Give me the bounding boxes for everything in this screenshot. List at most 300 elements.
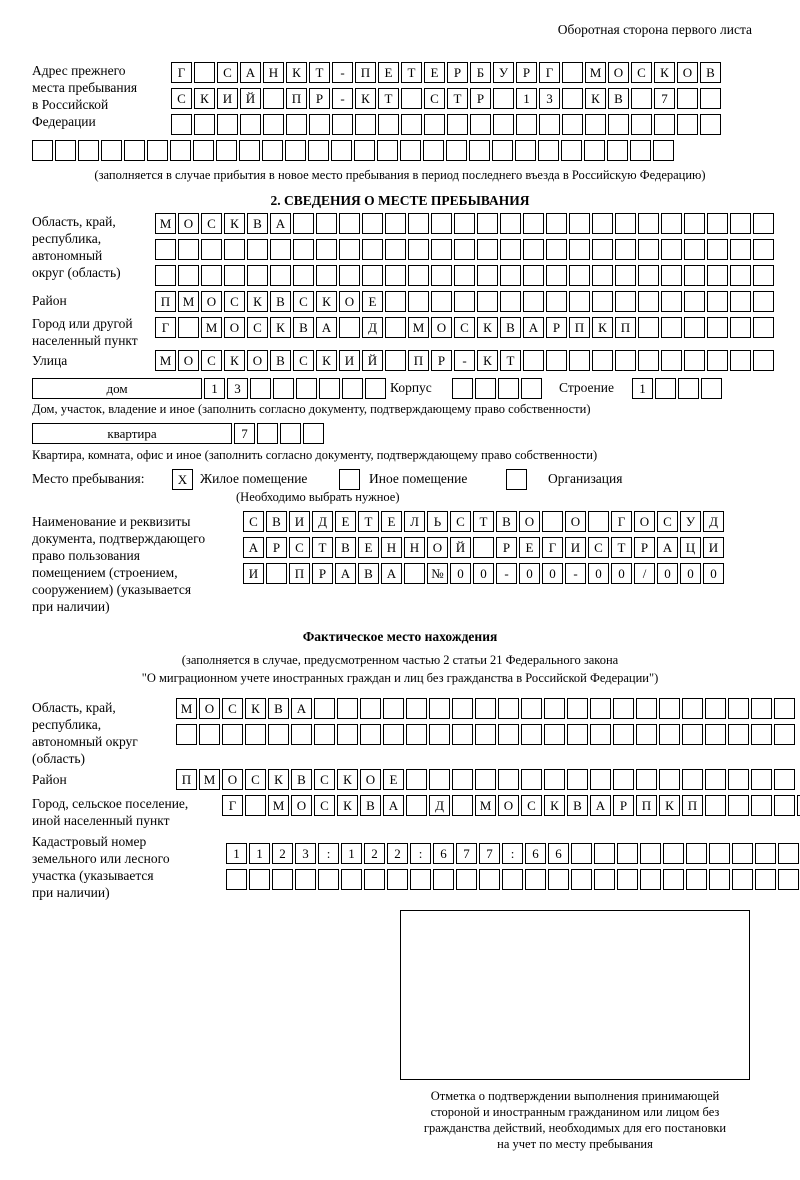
cadastral-r1-cell-9[interactable]: : bbox=[410, 843, 431, 864]
prev-address-r2-cell-17[interactable]: 3 bbox=[539, 88, 560, 109]
city-row[interactable] bbox=[155, 317, 776, 338]
prev-address-r2-cell-15[interactable] bbox=[493, 88, 514, 109]
street-cell-18[interactable] bbox=[546, 350, 567, 371]
cadastral-r2-cell-15[interactable] bbox=[548, 869, 569, 890]
actual-region-r2-cell-1[interactable] bbox=[176, 724, 197, 745]
region-r3-cell-16[interactable] bbox=[500, 265, 521, 286]
actual-region-r2-cell-10[interactable] bbox=[383, 724, 404, 745]
region-r2-cell-23[interactable] bbox=[661, 239, 682, 260]
city-cell-13[interactable]: О bbox=[431, 317, 452, 338]
prev-address-r1-cell-12[interactable]: Е bbox=[424, 62, 445, 83]
actual-region-r1-cell-14[interactable] bbox=[475, 698, 496, 719]
region-r3-cell-3[interactable] bbox=[201, 265, 222, 286]
street-cell-16[interactable]: Т bbox=[500, 350, 521, 371]
actual-district-cell-27[interactable] bbox=[774, 769, 795, 790]
actual-region-r2-cell-12[interactable] bbox=[429, 724, 450, 745]
actual-city-cell-19[interactable]: П bbox=[636, 795, 657, 816]
house-cell-6[interactable] bbox=[319, 378, 340, 399]
region-r2-cell-22[interactable] bbox=[638, 239, 659, 260]
prev-address-r4-cell-22[interactable] bbox=[515, 140, 536, 161]
cadastral-r1-cell-6[interactable]: 1 bbox=[341, 843, 362, 864]
document-r1-cell-9[interactable]: Ь bbox=[427, 511, 448, 532]
city-cell-22[interactable] bbox=[638, 317, 659, 338]
street-cell-14[interactable]: - bbox=[454, 350, 475, 371]
region-r1-cell-10[interactable] bbox=[362, 213, 383, 234]
prev-address-r3-cell-3[interactable] bbox=[217, 114, 238, 135]
district-cell-21[interactable] bbox=[615, 291, 636, 312]
prev-address-r4-cell-5[interactable] bbox=[124, 140, 145, 161]
region-r1-cell-14[interactable] bbox=[454, 213, 475, 234]
district-cell-15[interactable] bbox=[477, 291, 498, 312]
cadastral-r2-cell-17[interactable] bbox=[594, 869, 615, 890]
prev-address-r2-cell-16[interactable]: 1 bbox=[516, 88, 537, 109]
region-r1-cell-12[interactable] bbox=[408, 213, 429, 234]
cadastral-r2-cell-11[interactable] bbox=[456, 869, 477, 890]
actual-region-r1-cell-10[interactable] bbox=[383, 698, 404, 719]
prev-address-r4-cell-15[interactable] bbox=[354, 140, 375, 161]
street-cell-13[interactable]: Р bbox=[431, 350, 452, 371]
house-number-row[interactable] bbox=[204, 378, 388, 399]
document-r3-cell-16[interactable]: 0 bbox=[588, 563, 609, 584]
actual-district-cell-10[interactable]: Е bbox=[383, 769, 404, 790]
region-r2-cell-11[interactable] bbox=[385, 239, 406, 260]
district-cell-20[interactable] bbox=[592, 291, 613, 312]
prev-address-r1-cell-13[interactable]: Р bbox=[447, 62, 468, 83]
actual-region-r2-cell-7[interactable] bbox=[314, 724, 335, 745]
cadastral-r1-cell-5[interactable]: : bbox=[318, 843, 339, 864]
actual-city-cell-3[interactable]: М bbox=[268, 795, 289, 816]
prev-address-r3-cell-10[interactable] bbox=[378, 114, 399, 135]
cadastral-r2-cell-4[interactable] bbox=[295, 869, 316, 890]
street-cell-22[interactable] bbox=[638, 350, 659, 371]
document-r2-cell-13[interactable]: Е bbox=[519, 537, 540, 558]
cadastral-r1-cell-12[interactable]: 7 bbox=[479, 843, 500, 864]
region-r1-cell-8[interactable] bbox=[316, 213, 337, 234]
document-r3-cell-2[interactable] bbox=[266, 563, 287, 584]
region-r2-cell-18[interactable] bbox=[546, 239, 567, 260]
prev-address-r3-cell-2[interactable] bbox=[194, 114, 215, 135]
prev-address-r1-cell-11[interactable]: Т bbox=[401, 62, 422, 83]
actual-city-cell-20[interactable]: К bbox=[659, 795, 680, 816]
prev-address-r2-cell-24[interactable] bbox=[700, 88, 721, 109]
region-r3-cell-22[interactable] bbox=[638, 265, 659, 286]
prev-address-r1-cell-6[interactable]: К bbox=[286, 62, 307, 83]
cadastral-r2-cell-9[interactable] bbox=[410, 869, 431, 890]
region-r2-cell-16[interactable] bbox=[500, 239, 521, 260]
prev-address-r4-cell-3[interactable] bbox=[78, 140, 99, 161]
korpus-cell-2[interactable] bbox=[475, 378, 496, 399]
house-cell-8[interactable] bbox=[365, 378, 386, 399]
district-cell-2[interactable]: М bbox=[178, 291, 199, 312]
prev-address-r3-cell-22[interactable] bbox=[654, 114, 675, 135]
street-cell-10[interactable]: Й bbox=[362, 350, 383, 371]
region-r1-cell-4[interactable]: К bbox=[224, 213, 245, 234]
city-cell-1[interactable]: Г bbox=[155, 317, 176, 338]
actual-region-r2-cell-25[interactable] bbox=[728, 724, 749, 745]
document-r1-cell-1[interactable]: С bbox=[243, 511, 264, 532]
street-cell-6[interactable]: В bbox=[270, 350, 291, 371]
actual-district-cell-11[interactable] bbox=[406, 769, 427, 790]
city-cell-21[interactable]: П bbox=[615, 317, 636, 338]
district-cell-23[interactable] bbox=[661, 291, 682, 312]
prev-address-r3-cell-9[interactable] bbox=[355, 114, 376, 135]
region-r2-cell-24[interactable] bbox=[684, 239, 705, 260]
region-r2-cell-27[interactable] bbox=[753, 239, 774, 260]
cadastral-r1-cell-15[interactable]: 6 bbox=[548, 843, 569, 864]
actual-region-r2-cell-13[interactable] bbox=[452, 724, 473, 745]
document-r1-cell-16[interactable] bbox=[588, 511, 609, 532]
district-cell-14[interactable] bbox=[454, 291, 475, 312]
district-cell-26[interactable] bbox=[730, 291, 751, 312]
actual-city-cell-14[interactable]: С bbox=[521, 795, 542, 816]
region-r1-cell-15[interactable] bbox=[477, 213, 498, 234]
region-r1-cell-3[interactable]: С bbox=[201, 213, 222, 234]
document-r1-cell-6[interactable]: Т bbox=[358, 511, 379, 532]
prev-address-r1-cell-20[interactable]: О bbox=[608, 62, 629, 83]
document-r3-cell-12[interactable]: - bbox=[496, 563, 517, 584]
prev-address-r3-cell-24[interactable] bbox=[700, 114, 721, 135]
prev-address-r4-cell-6[interactable] bbox=[147, 140, 168, 161]
district-cell-22[interactable] bbox=[638, 291, 659, 312]
prev-address-r1-cell-3[interactable]: С bbox=[217, 62, 238, 83]
cadastral-r1-cell-1[interactable]: 1 bbox=[226, 843, 247, 864]
cadastral-r1-cell-13[interactable]: : bbox=[502, 843, 523, 864]
city-cell-15[interactable]: К bbox=[477, 317, 498, 338]
city-cell-20[interactable]: К bbox=[592, 317, 613, 338]
prev-address-row-2[interactable] bbox=[171, 88, 723, 109]
region-r2-cell-26[interactable] bbox=[730, 239, 751, 260]
document-r3-cell-3[interactable]: П bbox=[289, 563, 310, 584]
actual-region-r2-cell-27[interactable] bbox=[774, 724, 795, 745]
prev-address-r1-cell-17[interactable]: Г bbox=[539, 62, 560, 83]
document-r2-cell-3[interactable]: С bbox=[289, 537, 310, 558]
region-r2-cell-19[interactable] bbox=[569, 239, 590, 260]
actual-region-r1-cell-18[interactable] bbox=[567, 698, 588, 719]
prev-address-r2-cell-1[interactable]: С bbox=[171, 88, 192, 109]
cadastral-r1-cell-14[interactable]: 6 bbox=[525, 843, 546, 864]
region-r1-cell-24[interactable] bbox=[684, 213, 705, 234]
prev-address-r3-cell-8[interactable] bbox=[332, 114, 353, 135]
region-r3-cell-8[interactable] bbox=[316, 265, 337, 286]
district-cell-11[interactable] bbox=[385, 291, 406, 312]
prev-address-r1-cell-9[interactable]: П bbox=[355, 62, 376, 83]
actual-district-cell-6[interactable]: В bbox=[291, 769, 312, 790]
actual-district-cell-15[interactable] bbox=[498, 769, 519, 790]
korpus-cell-4[interactable] bbox=[521, 378, 542, 399]
street-cell-24[interactable] bbox=[684, 350, 705, 371]
actual-district-cell-9[interactable]: О bbox=[360, 769, 381, 790]
actual-region-r1-cell-23[interactable] bbox=[682, 698, 703, 719]
actual-district-cell-26[interactable] bbox=[751, 769, 772, 790]
actual-city-row[interactable] bbox=[222, 795, 800, 816]
prev-address-r4-cell-28[interactable] bbox=[653, 140, 674, 161]
city-cell-19[interactable]: П bbox=[569, 317, 590, 338]
korpus-row[interactable] bbox=[452, 378, 544, 399]
stroenie-cell-1[interactable]: 1 bbox=[632, 378, 653, 399]
prev-address-r3-cell-12[interactable] bbox=[424, 114, 445, 135]
actual-region-r2-cell-14[interactable] bbox=[475, 724, 496, 745]
prev-address-r4-cell-10[interactable] bbox=[239, 140, 260, 161]
street-cell-8[interactable]: К bbox=[316, 350, 337, 371]
street-cell-17[interactable] bbox=[523, 350, 544, 371]
actual-city-cell-13[interactable]: О bbox=[498, 795, 519, 816]
house-cell-2[interactable]: 3 bbox=[227, 378, 248, 399]
actual-city-cell-23[interactable] bbox=[728, 795, 749, 816]
district-cell-8[interactable]: К bbox=[316, 291, 337, 312]
prev-address-r4-cell-18[interactable] bbox=[423, 140, 444, 161]
region-r3-cell-2[interactable] bbox=[178, 265, 199, 286]
cadastral-r2-cell-3[interactable] bbox=[272, 869, 293, 890]
document-r1-cell-20[interactable]: У bbox=[680, 511, 701, 532]
actual-district-cell-8[interactable]: К bbox=[337, 769, 358, 790]
document-r2-cell-12[interactable]: Р bbox=[496, 537, 517, 558]
actual-district-cell-16[interactable] bbox=[521, 769, 542, 790]
district-cell-3[interactable]: О bbox=[201, 291, 222, 312]
region-r3-cell-1[interactable] bbox=[155, 265, 176, 286]
city-cell-12[interactable]: М bbox=[408, 317, 429, 338]
prev-address-r2-cell-20[interactable]: В bbox=[608, 88, 629, 109]
actual-district-cell-19[interactable] bbox=[590, 769, 611, 790]
actual-district-cell-17[interactable] bbox=[544, 769, 565, 790]
document-r1-cell-21[interactable]: Д bbox=[703, 511, 724, 532]
prev-address-r1-cell-21[interactable]: С bbox=[631, 62, 652, 83]
city-cell-23[interactable] bbox=[661, 317, 682, 338]
document-r1-cell-11[interactable]: Т bbox=[473, 511, 494, 532]
house-cell-1[interactable]: 1 bbox=[204, 378, 225, 399]
prev-address-r3-cell-5[interactable] bbox=[263, 114, 284, 135]
flat-cell-1[interactable]: 7 bbox=[234, 423, 255, 444]
actual-region-r1-cell-24[interactable] bbox=[705, 698, 726, 719]
prev-address-r4-cell-1[interactable] bbox=[32, 140, 53, 161]
flat-number-row[interactable] bbox=[234, 423, 326, 444]
prev-address-r2-cell-5[interactable] bbox=[263, 88, 284, 109]
document-r2-cell-16[interactable]: С bbox=[588, 537, 609, 558]
actual-region-r2-cell-9[interactable] bbox=[360, 724, 381, 745]
document-r3-cell-17[interactable]: 0 bbox=[611, 563, 632, 584]
document-r3-cell-8[interactable] bbox=[404, 563, 425, 584]
cadastral-r1-cell-23[interactable] bbox=[732, 843, 753, 864]
document-r1-cell-5[interactable]: Е bbox=[335, 511, 356, 532]
actual-city-cell-7[interactable]: В bbox=[360, 795, 381, 816]
region-r2-cell-1[interactable] bbox=[155, 239, 176, 260]
region-r2-cell-6[interactable] bbox=[270, 239, 291, 260]
prev-address-r3-cell-23[interactable] bbox=[677, 114, 698, 135]
document-r1-cell-3[interactable]: И bbox=[289, 511, 310, 532]
city-cell-18[interactable]: Р bbox=[546, 317, 567, 338]
flat-cell-2[interactable] bbox=[257, 423, 278, 444]
prev-address-r4-cell-8[interactable] bbox=[193, 140, 214, 161]
city-cell-27[interactable] bbox=[753, 317, 774, 338]
actual-region-r1-cell-8[interactable] bbox=[337, 698, 358, 719]
prev-address-r1-cell-23[interactable]: О bbox=[677, 62, 698, 83]
cadastral-r1-cell-22[interactable] bbox=[709, 843, 730, 864]
actual-region-r1-cell-20[interactable] bbox=[613, 698, 634, 719]
prev-address-r1-cell-1[interactable]: Г bbox=[171, 62, 192, 83]
cadastral-r1-cell-11[interactable]: 7 bbox=[456, 843, 477, 864]
street-cell-27[interactable] bbox=[753, 350, 774, 371]
actual-city-cell-21[interactable]: П bbox=[682, 795, 703, 816]
region-r3-cell-5[interactable] bbox=[247, 265, 268, 286]
region-r3-cell-14[interactable] bbox=[454, 265, 475, 286]
cadastral-row-1[interactable] bbox=[226, 843, 800, 864]
document-r3-cell-4[interactable]: Р bbox=[312, 563, 333, 584]
region-r2-cell-5[interactable] bbox=[247, 239, 268, 260]
city-cell-7[interactable]: В bbox=[293, 317, 314, 338]
cadastral-r2-cell-1[interactable] bbox=[226, 869, 247, 890]
actual-district-row[interactable] bbox=[176, 769, 797, 790]
document-row-3[interactable] bbox=[243, 563, 726, 584]
actual-region-r1-cell-1[interactable]: М bbox=[176, 698, 197, 719]
city-cell-17[interactable]: А bbox=[523, 317, 544, 338]
prev-address-r1-cell-2[interactable] bbox=[194, 62, 215, 83]
district-row[interactable] bbox=[155, 291, 776, 312]
document-r2-cell-5[interactable]: В bbox=[335, 537, 356, 558]
prev-address-r3-cell-7[interactable] bbox=[309, 114, 330, 135]
district-cell-7[interactable]: С bbox=[293, 291, 314, 312]
stroenie-cell-3[interactable] bbox=[678, 378, 699, 399]
cadastral-r1-cell-16[interactable] bbox=[571, 843, 592, 864]
actual-city-cell-6[interactable]: К bbox=[337, 795, 358, 816]
actual-region-row-2[interactable] bbox=[176, 724, 797, 745]
prev-address-r3-cell-4[interactable] bbox=[240, 114, 261, 135]
region-r1-cell-5[interactable]: В bbox=[247, 213, 268, 234]
actual-city-cell-9[interactable] bbox=[406, 795, 427, 816]
actual-region-r2-cell-2[interactable] bbox=[199, 724, 220, 745]
actual-region-r1-cell-4[interactable]: К bbox=[245, 698, 266, 719]
region-r3-cell-26[interactable] bbox=[730, 265, 751, 286]
prev-address-r4-cell-4[interactable] bbox=[101, 140, 122, 161]
actual-region-r2-cell-8[interactable] bbox=[337, 724, 358, 745]
street-cell-9[interactable]: И bbox=[339, 350, 360, 371]
region-r2-cell-9[interactable] bbox=[339, 239, 360, 260]
prev-address-r2-cell-14[interactable]: Р bbox=[470, 88, 491, 109]
cadastral-r2-cell-20[interactable] bbox=[663, 869, 684, 890]
actual-city-cell-10[interactable]: Д bbox=[429, 795, 450, 816]
prev-address-r4-cell-26[interactable] bbox=[607, 140, 628, 161]
prev-address-r1-cell-5[interactable]: Н bbox=[263, 62, 284, 83]
document-r1-cell-2[interactable]: В bbox=[266, 511, 287, 532]
street-cell-3[interactable]: С bbox=[201, 350, 222, 371]
region-r1-cell-2[interactable]: О bbox=[178, 213, 199, 234]
region-r3-cell-11[interactable] bbox=[385, 265, 406, 286]
cadastral-row-2[interactable] bbox=[226, 869, 800, 890]
actual-region-r1-cell-11[interactable] bbox=[406, 698, 427, 719]
actual-region-row-1[interactable] bbox=[176, 698, 797, 719]
cadastral-r2-cell-21[interactable] bbox=[686, 869, 707, 890]
prev-address-row-4[interactable] bbox=[32, 140, 676, 161]
actual-region-r1-cell-7[interactable] bbox=[314, 698, 335, 719]
document-r1-cell-13[interactable]: О bbox=[519, 511, 540, 532]
stroenie-row[interactable] bbox=[632, 378, 724, 399]
city-cell-2[interactable] bbox=[178, 317, 199, 338]
actual-region-r1-cell-15[interactable] bbox=[498, 698, 519, 719]
actual-district-cell-18[interactable] bbox=[567, 769, 588, 790]
city-cell-8[interactable]: А bbox=[316, 317, 337, 338]
region-r1-cell-13[interactable] bbox=[431, 213, 452, 234]
city-cell-25[interactable] bbox=[707, 317, 728, 338]
actual-region-r2-cell-6[interactable] bbox=[291, 724, 312, 745]
document-r2-cell-6[interactable]: Е bbox=[358, 537, 379, 558]
cadastral-r1-cell-25[interactable] bbox=[778, 843, 799, 864]
document-r1-cell-10[interactable]: С bbox=[450, 511, 471, 532]
document-r3-cell-18[interactable]: / bbox=[634, 563, 655, 584]
actual-region-r1-cell-19[interactable] bbox=[590, 698, 611, 719]
prev-address-r2-cell-9[interactable]: К bbox=[355, 88, 376, 109]
city-cell-3[interactable]: М bbox=[201, 317, 222, 338]
prev-address-r1-cell-15[interactable]: У bbox=[493, 62, 514, 83]
district-cell-6[interactable]: В bbox=[270, 291, 291, 312]
prev-address-r4-cell-20[interactable] bbox=[469, 140, 490, 161]
actual-region-r1-cell-27[interactable] bbox=[774, 698, 795, 719]
region-r3-cell-20[interactable] bbox=[592, 265, 613, 286]
prev-address-r3-cell-14[interactable] bbox=[470, 114, 491, 135]
region-r1-cell-16[interactable] bbox=[500, 213, 521, 234]
cadastral-r1-cell-10[interactable]: 6 bbox=[433, 843, 454, 864]
district-cell-24[interactable] bbox=[684, 291, 705, 312]
actual-region-r2-cell-20[interactable] bbox=[613, 724, 634, 745]
document-r3-cell-1[interactable]: И bbox=[243, 563, 264, 584]
region-r3-cell-12[interactable] bbox=[408, 265, 429, 286]
document-r2-cell-20[interactable]: Ц bbox=[680, 537, 701, 558]
cadastral-r1-cell-2[interactable]: 1 bbox=[249, 843, 270, 864]
house-cell-5[interactable] bbox=[296, 378, 317, 399]
document-r2-cell-10[interactable]: Й bbox=[450, 537, 471, 558]
district-cell-9[interactable]: О bbox=[339, 291, 360, 312]
actual-district-cell-13[interactable] bbox=[452, 769, 473, 790]
prev-address-r1-cell-14[interactable]: Б bbox=[470, 62, 491, 83]
prev-address-r1-cell-19[interactable]: М bbox=[585, 62, 606, 83]
district-cell-27[interactable] bbox=[753, 291, 774, 312]
document-r3-cell-6[interactable]: В bbox=[358, 563, 379, 584]
stroenie-cell-2[interactable] bbox=[655, 378, 676, 399]
prev-address-r3-cell-19[interactable] bbox=[585, 114, 606, 135]
street-cell-23[interactable] bbox=[661, 350, 682, 371]
checkbox-organizaciya[interactable] bbox=[506, 469, 527, 490]
region-r2-cell-14[interactable] bbox=[454, 239, 475, 260]
document-r3-cell-7[interactable]: А bbox=[381, 563, 402, 584]
region-row-2[interactable] bbox=[155, 239, 776, 260]
cadastral-r2-cell-7[interactable] bbox=[364, 869, 385, 890]
cadastral-r1-cell-24[interactable] bbox=[755, 843, 776, 864]
document-r1-cell-14[interactable] bbox=[542, 511, 563, 532]
document-r2-cell-19[interactable]: А bbox=[657, 537, 678, 558]
region-r1-cell-19[interactable] bbox=[569, 213, 590, 234]
actual-region-r2-cell-24[interactable] bbox=[705, 724, 726, 745]
prev-address-r3-cell-18[interactable] bbox=[562, 114, 583, 135]
region-r3-cell-4[interactable] bbox=[224, 265, 245, 286]
stamp-box[interactable] bbox=[400, 910, 750, 1080]
actual-district-cell-5[interactable]: К bbox=[268, 769, 289, 790]
district-cell-19[interactable] bbox=[569, 291, 590, 312]
cadastral-r2-cell-12[interactable] bbox=[479, 869, 500, 890]
document-r2-cell-8[interactable]: Н bbox=[404, 537, 425, 558]
street-cell-5[interactable]: О bbox=[247, 350, 268, 371]
actual-region-r2-cell-5[interactable] bbox=[268, 724, 289, 745]
cadastral-r2-cell-24[interactable] bbox=[755, 869, 776, 890]
checkbox-inoe[interactable] bbox=[339, 469, 360, 490]
region-r1-cell-26[interactable] bbox=[730, 213, 751, 234]
document-r2-cell-9[interactable]: О bbox=[427, 537, 448, 558]
region-row-3[interactable] bbox=[155, 265, 776, 286]
region-r3-cell-18[interactable] bbox=[546, 265, 567, 286]
actual-region-r1-cell-17[interactable] bbox=[544, 698, 565, 719]
document-r1-cell-18[interactable]: О bbox=[634, 511, 655, 532]
actual-district-cell-24[interactable] bbox=[705, 769, 726, 790]
prev-address-r2-cell-6[interactable]: П bbox=[286, 88, 307, 109]
street-cell-11[interactable] bbox=[385, 350, 406, 371]
region-r1-cell-27[interactable] bbox=[753, 213, 774, 234]
cadastral-r1-cell-7[interactable]: 2 bbox=[364, 843, 385, 864]
